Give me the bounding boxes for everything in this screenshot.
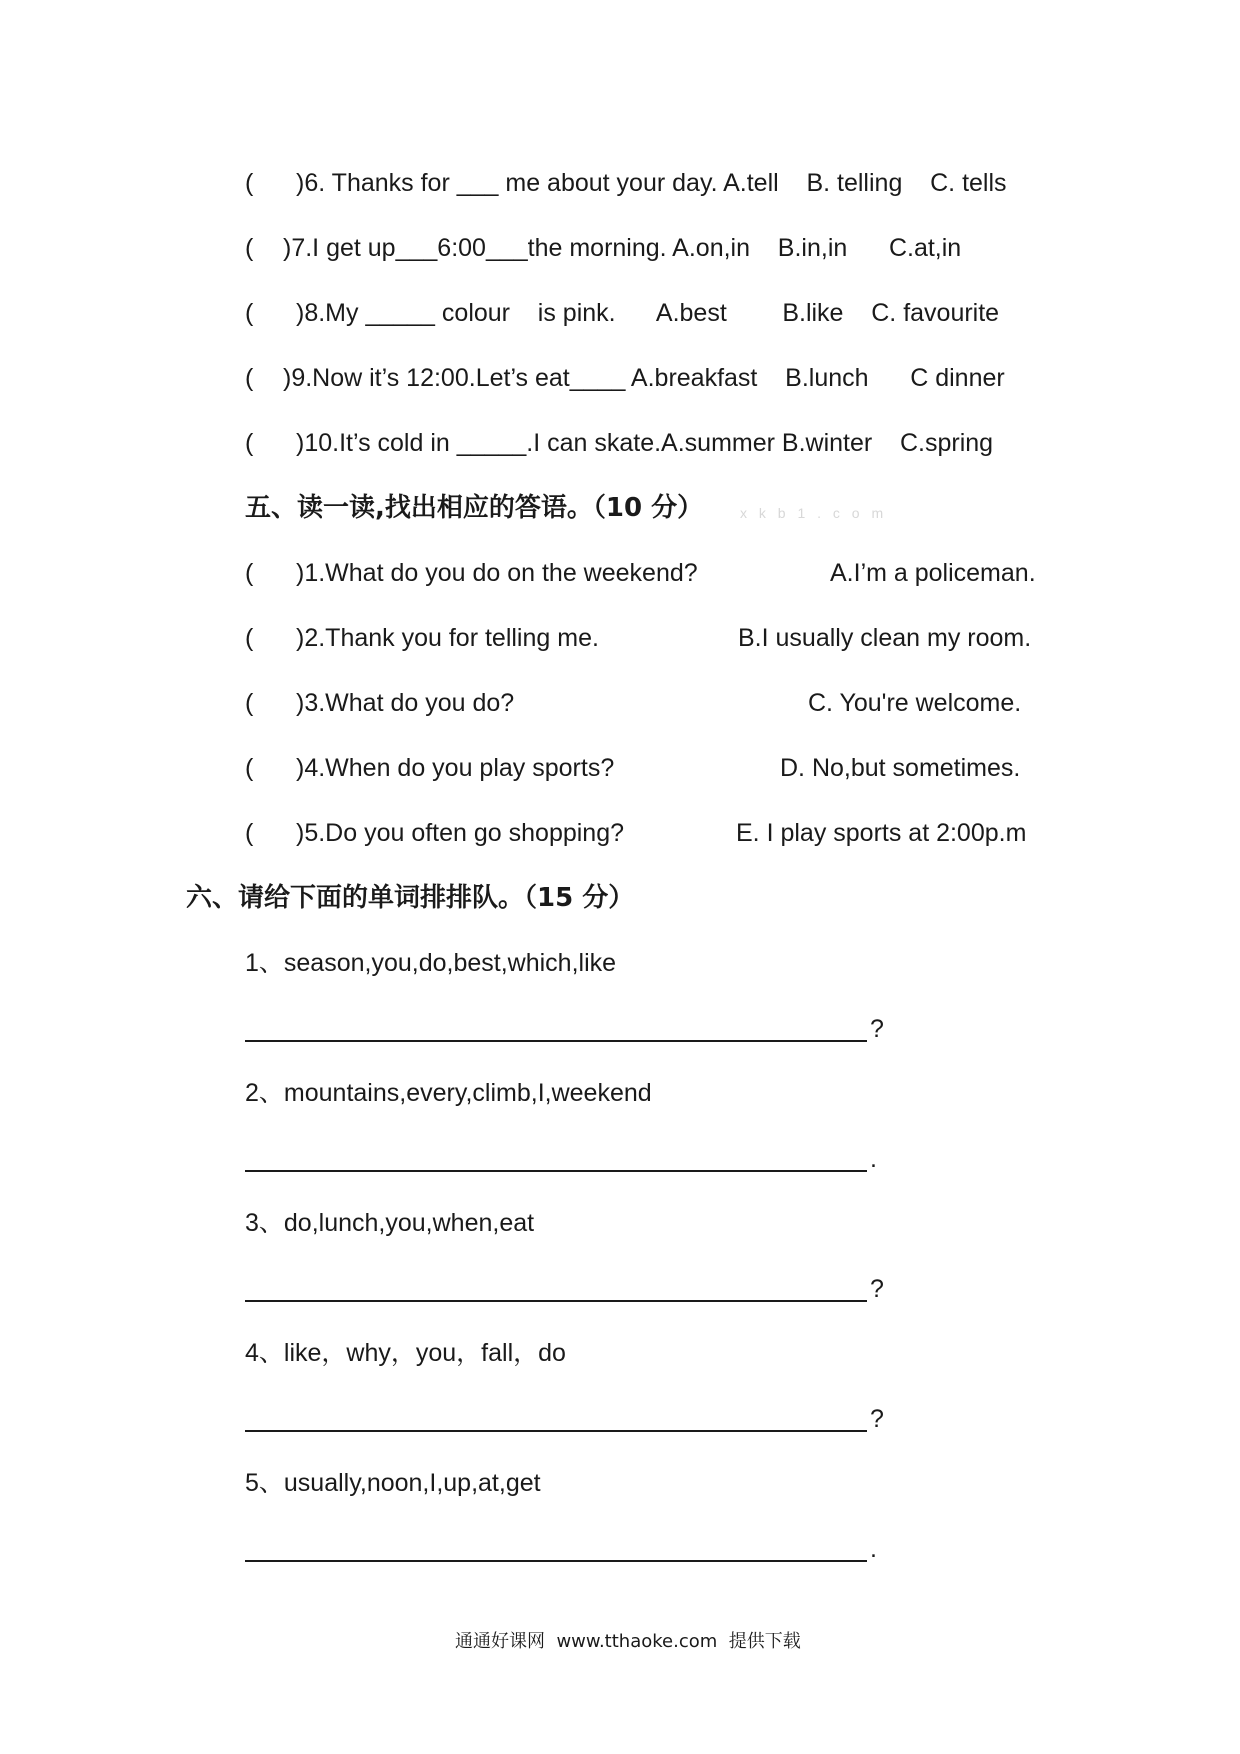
question-7: )7.I get up___6:00___the morning. A.on,in B.in,in C.at,in bbox=[283, 234, 962, 262]
answer-blank-line[interactable] bbox=[245, 1560, 867, 1562]
reorder-prompt-2: 2、mountains,every,climb,I,weekend bbox=[245, 1079, 652, 1107]
section5-heading: 五、读一读,找出相应的答语。（10 分） bbox=[245, 493, 704, 523]
answer-blank-line[interactable] bbox=[245, 1170, 867, 1172]
answer-paren: ( bbox=[245, 169, 254, 197]
match-question-2: )2.Thank you for telling me. bbox=[296, 624, 599, 652]
sentence-end-mark: ? bbox=[870, 1015, 884, 1043]
section6-heading: 六、请给下面的单词排排队。（15 分） bbox=[186, 883, 635, 913]
answer-paren: ( bbox=[245, 429, 254, 457]
answer-blank-line[interactable] bbox=[245, 1300, 867, 1302]
sentence-end-mark: . bbox=[870, 1535, 877, 1563]
reorder-prompt-1: 1、season,you,do,best,which,like bbox=[245, 949, 617, 977]
match-answer-c: C. You're welcome. bbox=[808, 689, 1022, 717]
answer-paren: ( bbox=[245, 819, 254, 847]
match-question-5: )5.Do you often go shopping? bbox=[296, 819, 625, 847]
match-answer-a: A.I’m a policeman. bbox=[830, 559, 1036, 587]
watermark: x k b 1 . c o m bbox=[740, 505, 888, 521]
question-8: )8.My _____ colour is pink. A.best B.like C. favourite bbox=[296, 299, 1000, 327]
sentence-end-mark: ? bbox=[870, 1275, 884, 1303]
match-answer-b: B.I usually clean my room. bbox=[738, 624, 1032, 652]
answer-blank-line[interactable] bbox=[245, 1040, 867, 1042]
match-question-4: )4.When do you play sports? bbox=[296, 754, 615, 782]
match-question-3: )3.What do you do? bbox=[296, 689, 515, 717]
answer-blank-line[interactable] bbox=[245, 1430, 867, 1432]
sentence-end-mark: . bbox=[870, 1145, 877, 1173]
sentence-end-mark: ? bbox=[870, 1405, 884, 1433]
reorder-prompt-5: 5、usually,noon,I,up,at,get bbox=[245, 1469, 541, 1497]
question-6: )6. Thanks for ___ me about your day. A.tell B. telling C. tells bbox=[296, 169, 1007, 197]
answer-paren: ( bbox=[245, 624, 254, 652]
answer-paren: ( bbox=[245, 559, 254, 587]
reorder-prompt-3: 3、do,lunch,you,when,eat bbox=[245, 1209, 535, 1237]
match-question-1: )1.What do you do on the weekend? bbox=[296, 559, 698, 587]
page-footer: 通通好课网 www.tthaoke.com 提供下载 bbox=[455, 1631, 801, 1652]
answer-paren: ( bbox=[245, 364, 254, 392]
question-9: )9.Now it’s 12:00.Let’s eat____ A.breakfast B.lunch C dinner bbox=[283, 364, 1005, 392]
match-answer-e: E. I play sports at 2:00p.m bbox=[736, 819, 1027, 847]
answer-paren: ( bbox=[245, 689, 254, 717]
answer-paren: ( bbox=[245, 299, 254, 327]
answer-paren: ( bbox=[245, 234, 254, 262]
answer-paren: ( bbox=[245, 754, 254, 782]
question-10: )10.It’s cold in _____.I can skate.A.summer B.winter C.spring bbox=[296, 429, 994, 457]
reorder-prompt-4: 4、like，why，you，fall，do bbox=[245, 1339, 566, 1367]
match-answer-d: D. No,but sometimes. bbox=[780, 754, 1021, 782]
